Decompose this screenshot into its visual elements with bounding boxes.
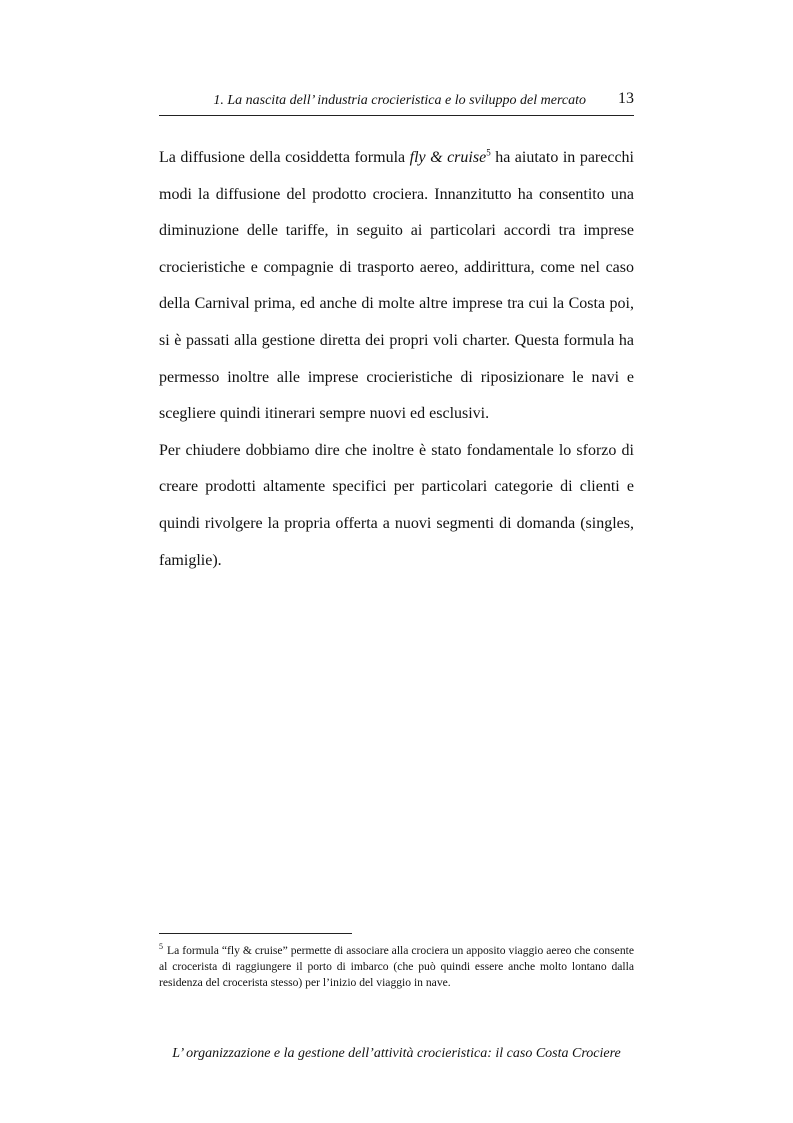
body-text — [159, 140, 634, 579]
header-title: 1. La nascita dell’ industria crocieristica e lo sviluppo del mercato — [213, 93, 586, 108]
running-header — [159, 90, 634, 116]
paragraph-2: Per chiudere dobbiamo dire che inoltre è stato fondamentale lo sforzo di creare prodotti altamente specifici per particolari categorie di clienti e quindi rivolgere la propria offerta a nuovi segmenti di domanda (singles, famiglie). — [159, 441, 634, 569]
running-footer: L’ organizzazione e la gestione dell’attività crocieristica: il caso Costa Crociere — [172, 1046, 621, 1061]
paragraph-1-start: La diffusione della cosiddetta formula — [159, 149, 410, 166]
page-number: 13 — [618, 90, 634, 107]
footnote-number: 5 — [159, 942, 163, 952]
footnote — [159, 943, 634, 991]
footnote-reference[interactable]: 5 — [486, 147, 491, 158]
formula-term: fly & cruise — [409, 149, 487, 166]
paragraph-1-rest: ha aiutato in parecchi modi la diffusione del prodotto crociera. Innanzitutto ha consentito una diminuzione delle tariffe, in seguito ai particolari accordi tra imprese crocieristiche e compagnie di trasporto aereo, addirittura, come nel caso della Carnival prima, ed anche di molte altre imprese tra cui la Costa poi, si è passati alla gestione diretta dei propri voli charter. Questa formula ha permesso inoltre alle imprese crocieristiche di riposizionare le navi e scegliere quindi itinerari sempre nuovi ed esclusivi. — [159, 149, 634, 423]
footnote-separator — [159, 933, 352, 934]
paragraph-1 — [159, 140, 634, 433]
footnote-text: La formula “fly & cruise” permette di associare alla crociera un apposito viaggio aereo che consente al crocerista di raggiungere il porto di imbarco (che può quindi essere anche molto lontano dalla residenza del crocerista stesso) per l’inizio del viaggio in nave. — [159, 944, 634, 989]
